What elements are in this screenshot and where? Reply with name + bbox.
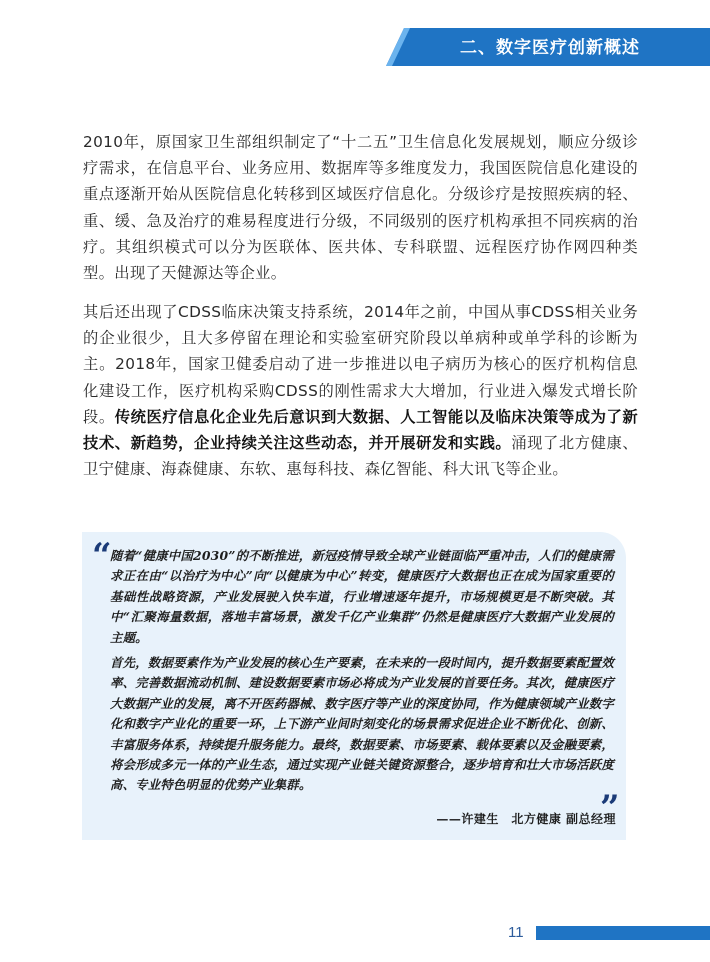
paragraph-2-emphasis: 传统医疗信息化企业先后意识到大数据、人工智能以及临床决策等成为了新技术、新趋势，企业持续关注这些动态，并开展研发和实践。 <box>83 407 638 453</box>
section-title: 二、数字医疗创新概述 <box>460 38 640 58</box>
footer-band <box>536 926 710 940</box>
body-paragraph-2 <box>83 299 638 482</box>
open-quote-icon: “ <box>92 536 112 576</box>
close-quote-icon: ” <box>600 788 620 828</box>
page-number: 11 <box>508 924 524 941</box>
body-paragraph-1: 2010年，原国家卫生部组织制定了“十二五”卫生信息化发展规划，顺应分级诊疗需求，在信息平台、业务应用、数据库等多维度发力，我国医院信息化建设的重点逐渐开始从医院信息化转移到区域医疗信息化。分级诊疗是按照疾病的轻、重、缓、急及治疗的难易程度进行分级，不同级别的医疗机构承担不同疾病的治疗。其组织模式可以分为医联体、医共体、专科联盟、远程医疗协作网四种类型。出现了天健源达等企业。 <box>83 133 638 283</box>
quote-paragraph-2: 首先，数据要素作为产业发展的核心生产要素，在未来的一段时间内，提升数据要素配置效率、完善数据流动机制、建设数据要素市场必将成为产业发展的首要任务。其次，健康医疗大数据产业的发展，离不开医药器械、数字医疗等产业的深度协同，作为健康领域产业数字化和数字产业化的重要一环，上下游产业间时刻变化的场景需求促进企业不断优化、创新、丰富服务体系，持续提升服务能力。最终，数据要素、市场要素、载体要素以及金融要素，将会形成多元一体的产业生态，通过实现产业链关键资源整合，逐步培育和壮大市场活跃度高、专业特色明显的优势产业集群。 <box>110 655 614 793</box>
quote-attribution: ——许建生 北方健康 副总经理 <box>436 812 616 826</box>
paragraph-2-lead: 其后还出现了CDSS临床决策支持系统，2014年之前，中国从事CDSS相关业务的企业很少，且大多停留在理论和实验室研究阶段以单病种或单学科的诊断为主。2018年，国家卫健委启动了进一步推进以电子病历为核心的医疗机构信息化建设工作，医疗机构采购CDSS的刚性需求大大增加，行业进入爆发式增长阶段。 <box>83 303 638 426</box>
quote-box <box>82 532 626 840</box>
paragraph-2-tail: 涌现了北方健康、卫宁健康、海森健康、东软、惠每科技、森亿智能、科大讯飞等企业。 <box>83 434 638 479</box>
quote-paragraph-1: 随着“健康中国2030”的不断推进，新冠疫情导致全球产业链面临严重冲击，人们的健康需求正在由“以治疗为中心”向“以健康为中心”转变，健康医疗大数据也正在成为国家重要的基础性战略资源，产业发展驶入快车道，行业增速逐年提升，市场规模更是不断突破。其中“汇聚海量数据，落地丰富场景，激发千亿产业集群”仍然是健康医疗大数据产业发展的主题。 <box>110 548 614 645</box>
